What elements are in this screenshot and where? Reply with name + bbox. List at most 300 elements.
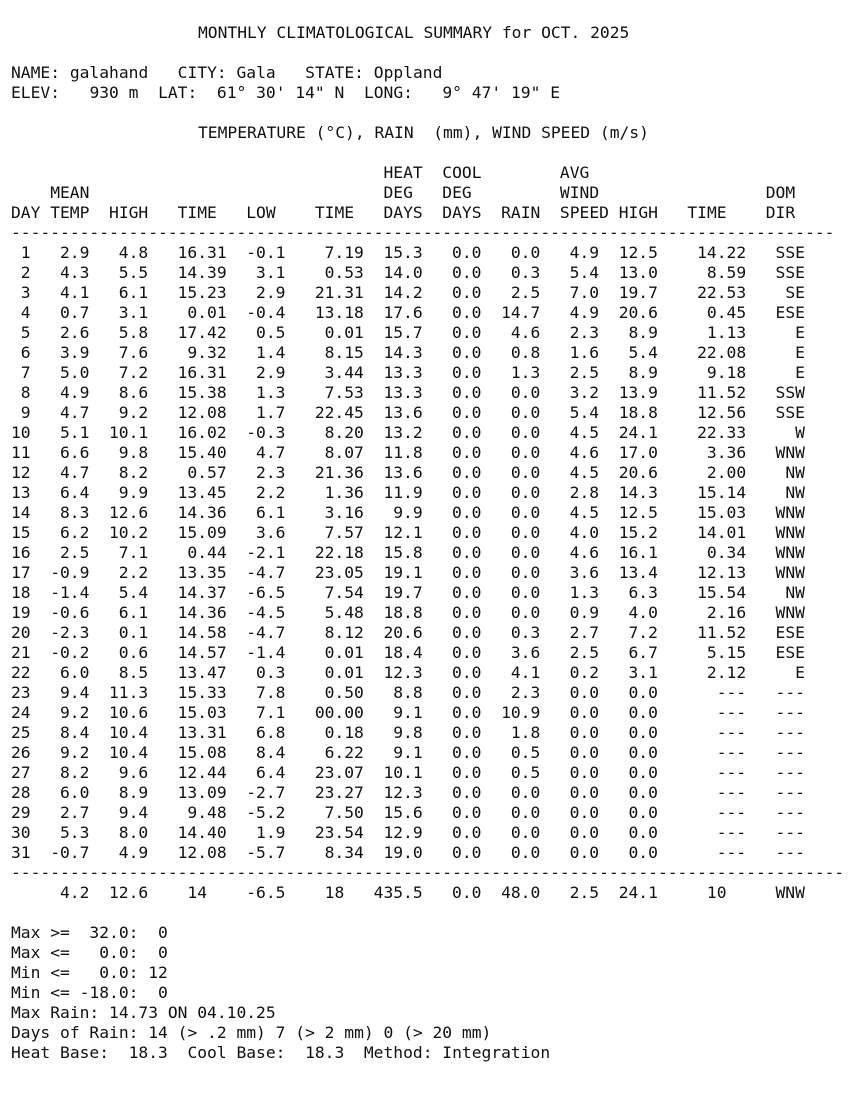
cell-rain: 4.1 (510, 663, 541, 682)
cell-wind-high-time: 0.45 (706, 303, 747, 322)
header-mean: MEAN (50, 183, 90, 202)
cell-low-time: 8.07 (324, 443, 364, 462)
cell-rain: 0.0 (510, 483, 541, 502)
table-row (11, 283, 805, 303)
cell-high-time: 12.08 (177, 403, 227, 422)
cell-low: -4.5 (246, 603, 286, 622)
cell-heat-deg-days: 8.8 (393, 683, 423, 702)
cell-dom-dir: WNW (775, 503, 805, 522)
cell-high-time: 13.47 (177, 663, 227, 682)
cell-cool-deg-days: 0.0 (452, 423, 482, 442)
cell-high: 8.2 (118, 463, 149, 482)
cell-dom-dir: ESE (775, 303, 805, 322)
cell-cool-deg-days: 0.0 (452, 383, 482, 402)
cell-high-time: 13.09 (177, 783, 227, 802)
lat-label: LAT: (158, 83, 198, 102)
city: Gala (236, 63, 276, 82)
table-row (11, 383, 805, 403)
header-deg-cool: DEG (442, 183, 472, 202)
cell-wind-high-time: 8.59 (706, 263, 747, 282)
cell-rain: 0.5 (510, 763, 541, 782)
cell-day: 29 (11, 803, 31, 822)
cell-low: -5.7 (246, 843, 286, 862)
cell-low-time: 22.45 (314, 403, 364, 422)
table-row (11, 323, 805, 343)
table-row (11, 623, 805, 643)
cell-avg-wind-speed: 2.5 (569, 363, 600, 382)
cell-avg-wind-speed: 3.6 (569, 563, 600, 582)
cell-high: 7.6 (118, 343, 149, 362)
table-row (11, 723, 805, 743)
cell-low-time: 23.05 (314, 563, 364, 582)
cell-heat-deg-days: 13.6 (383, 403, 423, 422)
cell-mean-temp: 4.3 (59, 263, 90, 282)
cell-dom-dir: SSE (775, 243, 805, 262)
cell-high-time: 0.01 (187, 303, 227, 322)
cell-cool-deg-days: 0.0 (452, 323, 482, 342)
cell-mean-temp: 2.9 (59, 243, 90, 262)
cell-day: 8 (20, 383, 31, 402)
cell-day: 12 (11, 463, 31, 482)
cell-wind-high-time: --- (716, 763, 747, 782)
cell-mean-temp: 6.2 (59, 523, 90, 542)
cell-rain: 1.8 (510, 723, 541, 742)
total-low: -6.5 (246, 883, 286, 902)
cell-low: 1.3 (256, 383, 286, 402)
cell-high-time: 12.08 (177, 843, 227, 862)
total-mean-temp: 4.2 (59, 883, 90, 902)
cell-mean-temp: 5.1 (59, 423, 90, 442)
cell-wind-high: 0.0 (628, 803, 658, 822)
table-row (11, 703, 805, 723)
cell-low: 3.6 (256, 523, 286, 542)
cell-avg-wind-speed: 1.6 (569, 343, 600, 362)
cell-wind-high: 6.3 (628, 583, 658, 602)
cell-high: 3.1 (118, 303, 149, 322)
cell-high: 10.4 (109, 723, 149, 742)
cell-dom-dir: ESE (775, 643, 805, 662)
cell-low-time: 0.01 (324, 323, 364, 342)
header-avg: AVG (559, 163, 590, 182)
location-line (11, 83, 560, 103)
cell-mean-temp: 9.4 (59, 683, 90, 702)
cell-high-time: 16.02 (177, 423, 227, 442)
separator-bottom: ------------------------------------------------------------------------------------- (11, 863, 845, 882)
cell-avg-wind-speed: 2.3 (569, 323, 600, 342)
cell-mean-temp: -2.3 (50, 623, 90, 642)
cell-high-time: 14.39 (177, 263, 227, 282)
cell-low-time: 6.22 (324, 743, 364, 762)
cell-high: 7.2 (118, 363, 149, 382)
cell-avg-wind-speed: 4.5 (569, 503, 600, 522)
cell-heat-deg-days: 19.7 (383, 583, 423, 602)
cell-rain: 1.3 (510, 363, 541, 382)
header-row-3 (11, 203, 841, 223)
cell-high: 6.1 (118, 603, 149, 622)
cell-high: 10.2 (109, 523, 149, 542)
cell-low: 4.7 (256, 443, 286, 462)
cell-high: 9.8 (118, 443, 149, 462)
cell-avg-wind-speed: 4.5 (569, 463, 600, 482)
cell-rain: 0.0 (510, 503, 541, 522)
cell-mean-temp: 6.4 (59, 483, 90, 502)
cell-mean-temp: -0.7 (50, 843, 90, 862)
cell-high-time: 13.35 (177, 563, 227, 582)
cell-dom-dir: WNW (775, 563, 805, 582)
cell-wind-high-time: 2.16 (706, 603, 747, 622)
cell-heat-deg-days: 18.8 (383, 603, 423, 622)
cell-wind-high-time: 15.03 (697, 503, 747, 522)
table-row (11, 683, 805, 703)
cell-high-time: 14.40 (177, 823, 227, 842)
cell-low-time: 22.18 (314, 543, 364, 562)
cell-heat-deg-days: 11.8 (383, 443, 423, 462)
cell-wind-high-time: 2.00 (706, 463, 747, 482)
cell-wind-high: 0.0 (628, 683, 658, 702)
table-row (11, 523, 805, 543)
cell-high-time: 15.38 (177, 383, 227, 402)
cell-heat-deg-days: 13.3 (383, 383, 423, 402)
cell-high-time: 15.33 (177, 683, 227, 702)
cell-low-time: 21.31 (314, 283, 364, 302)
cell-low-time: 0.53 (324, 263, 364, 282)
cell-wind-high: 24.1 (618, 423, 658, 442)
total-avg-wind-speed: 2.5 (569, 883, 600, 902)
cell-cool-deg-days: 0.0 (452, 583, 482, 602)
cell-wind-high: 16.1 (618, 543, 658, 562)
table-row (11, 443, 805, 463)
cell-low-time: 21.36 (314, 463, 364, 482)
cell-avg-wind-speed: 4.6 (569, 543, 600, 562)
cell-cool-deg-days: 0.0 (452, 703, 482, 722)
cell-cool-deg-days: 0.0 (452, 343, 482, 362)
cell-low: -0.1 (246, 243, 286, 262)
cell-day: 9 (20, 403, 31, 422)
cell-avg-wind-speed: 0.0 (569, 823, 600, 842)
cell-day: 5 (20, 323, 31, 342)
cell-low-time: 7.19 (324, 243, 364, 262)
cell-wind-high-time: 5.15 (706, 643, 747, 662)
cell-low-time: 0.01 (324, 643, 364, 662)
cell-high: 12.6 (109, 503, 149, 522)
cell-high-time: 14.37 (177, 583, 227, 602)
cell-wind-high-time: 3.36 (706, 443, 747, 462)
cell-low-time: 8.20 (324, 423, 364, 442)
cell-low-time: 7.54 (324, 583, 364, 602)
cell-high-time: 16.31 (177, 363, 227, 382)
cell-wind-high: 8.9 (628, 363, 658, 382)
cell-heat-deg-days: 12.1 (383, 523, 423, 542)
city-label: CITY: (177, 63, 227, 82)
cell-cool-deg-days: 0.0 (452, 283, 482, 302)
cell-dom-dir: WNW (775, 523, 805, 542)
header-deg-heat: DEG (383, 183, 413, 202)
cell-rain: 0.3 (510, 263, 541, 282)
footer-line: Max <= 0.0: 0 (11, 943, 168, 962)
cell-avg-wind-speed: 4.0 (569, 523, 600, 542)
cell-high: 5.8 (118, 323, 149, 342)
cell-wind-high: 13.0 (618, 263, 658, 282)
cell-cool-deg-days: 0.0 (452, 463, 482, 482)
cell-dom-dir: E (795, 663, 805, 682)
cell-mean-temp: 2.7 (59, 803, 90, 822)
header-low: LOW (246, 203, 276, 222)
cell-low-time: 7.57 (324, 523, 364, 542)
cell-wind-high-time: --- (716, 743, 747, 762)
cell-dom-dir: --- (775, 723, 805, 742)
cell-low-time: 3.16 (324, 503, 364, 522)
header-row-1 (11, 163, 841, 183)
cell-cool-deg-days: 0.0 (452, 843, 482, 862)
cell-cool-deg-days: 0.0 (452, 723, 482, 742)
cell-heat-deg-days: 10.1 (383, 763, 423, 782)
cell-rain: 2.3 (510, 683, 541, 702)
cell-rain: 0.0 (510, 523, 541, 542)
cell-avg-wind-speed: 0.0 (569, 703, 600, 722)
cell-dom-dir: WNW (775, 603, 805, 622)
cell-wind-high: 0.0 (628, 723, 658, 742)
cell-wind-high-time: --- (716, 723, 747, 742)
cell-low-time: 0.18 (324, 723, 364, 742)
cell-low: -0.3 (246, 423, 286, 442)
cell-cool-deg-days: 0.0 (452, 543, 482, 562)
cell-heat-deg-days: 13.2 (383, 423, 423, 442)
cell-day: 30 (11, 823, 31, 842)
footer-line: Max >= 32.0: 0 (11, 923, 168, 942)
cell-low: -0.4 (246, 303, 286, 322)
cell-low-time: 00.00 (314, 703, 364, 722)
cell-avg-wind-speed: 5.4 (569, 403, 600, 422)
cell-rain: 4.6 (510, 323, 541, 342)
cell-low: 2.3 (256, 463, 286, 482)
cell-cool-deg-days: 0.0 (452, 523, 482, 542)
cell-wind-high: 13.9 (618, 383, 658, 402)
table-row (11, 303, 805, 323)
cell-day: 31 (11, 843, 31, 862)
cell-day: 6 (20, 343, 31, 362)
cell-dom-dir: WNW (775, 443, 805, 462)
table-row (11, 663, 805, 683)
total-dom-dir: WNW (775, 883, 805, 902)
cell-low: 1.9 (256, 823, 286, 842)
cell-avg-wind-speed: 3.2 (569, 383, 600, 402)
table-row (11, 643, 805, 663)
cell-mean-temp: 9.2 (59, 703, 90, 722)
cell-avg-wind-speed: 0.0 (569, 743, 600, 762)
cell-dom-dir: --- (775, 823, 805, 842)
cell-low-time: 3.44 (324, 363, 364, 382)
table-row (11, 543, 805, 563)
cell-mean-temp: 4.1 (59, 283, 90, 302)
header-time-wind: TIME (687, 203, 727, 222)
header-wind: WIND (559, 183, 600, 202)
cell-cool-deg-days: 0.0 (452, 263, 482, 282)
table-row (11, 423, 805, 443)
cell-high: 2.2 (118, 563, 149, 582)
cell-heat-deg-days: 9.9 (393, 503, 423, 522)
header-high: HIGH (109, 203, 149, 222)
cell-rain: 0.0 (510, 823, 541, 842)
cell-high: 5.5 (118, 263, 149, 282)
cell-low-time: 8.34 (324, 843, 364, 862)
cell-dom-dir: E (795, 323, 805, 342)
cell-high: 9.9 (118, 483, 149, 502)
cell-wind-high-time: --- (716, 823, 747, 842)
table-row (11, 243, 805, 263)
cell-wind-high-time: 22.08 (697, 343, 747, 362)
long-label: LONG: (363, 83, 413, 102)
cell-wind-high: 20.6 (618, 463, 658, 482)
cell-wind-high-time: 14.22 (697, 243, 747, 262)
cell-heat-deg-days: 11.9 (383, 483, 423, 502)
cell-high: 4.9 (118, 843, 149, 862)
total-heat-deg-days: 435.5 (373, 883, 423, 902)
cell-dom-dir: E (795, 363, 805, 382)
cell-high-time: 0.57 (187, 463, 227, 482)
cell-day: 14 (11, 503, 31, 522)
cell-low-time: 23.07 (314, 763, 364, 782)
cell-day: 22 (11, 663, 31, 682)
cell-high: 8.5 (118, 663, 149, 682)
cell-wind-high-time: --- (716, 683, 747, 702)
cell-high: 9.6 (118, 763, 149, 782)
cell-cool-deg-days: 0.0 (452, 243, 482, 262)
cell-avg-wind-speed: 0.0 (569, 763, 600, 782)
cell-heat-deg-days: 14.3 (383, 343, 423, 362)
cell-dom-dir: --- (775, 743, 805, 762)
header-days-heat: DAYS (383, 203, 423, 222)
cell-avg-wind-speed: 7.0 (569, 283, 600, 302)
cell-wind-high: 19.7 (618, 283, 658, 302)
cell-low-time: 8.12 (324, 623, 364, 642)
cell-mean-temp: 8.4 (59, 723, 90, 742)
cell-low: 0.3 (256, 663, 286, 682)
cell-day: 4 (20, 303, 31, 322)
cell-wind-high: 18.8 (618, 403, 658, 422)
cell-heat-deg-days: 20.6 (383, 623, 423, 642)
cell-high: 10.6 (109, 703, 149, 722)
cell-mean-temp: 8.2 (59, 763, 90, 782)
cell-wind-high-time: --- (716, 703, 747, 722)
cell-heat-deg-days: 15.6 (383, 803, 423, 822)
state-label: STATE: (305, 63, 364, 82)
cell-high: 10.1 (109, 423, 149, 442)
cell-rain: 0.0 (510, 843, 541, 862)
cell-day: 16 (11, 543, 31, 562)
cell-mean-temp: 4.7 (59, 403, 90, 422)
cell-cool-deg-days: 0.0 (452, 603, 482, 622)
cell-low: 7.1 (256, 703, 286, 722)
cell-rain: 0.0 (510, 403, 541, 422)
cell-cool-deg-days: 0.0 (452, 683, 482, 702)
total-high: 12.6 (109, 883, 149, 902)
header-dir: DIR (765, 203, 796, 222)
cell-wind-high-time: 2.12 (706, 663, 747, 682)
cell-high-time: 15.03 (177, 703, 227, 722)
cell-day: 15 (11, 523, 31, 542)
cell-heat-deg-days: 13.3 (383, 363, 423, 382)
header-temp: TEMP (50, 203, 90, 222)
table-row (11, 743, 805, 763)
cell-cool-deg-days: 0.0 (452, 743, 482, 762)
cell-avg-wind-speed: 4.6 (569, 443, 600, 462)
cell-avg-wind-speed: 4.9 (569, 303, 600, 322)
cell-low: 1.7 (256, 403, 286, 422)
units-line: TEMPERATURE (°C), RAIN (mm), WIND SPEED (m/s) (198, 123, 649, 142)
cell-avg-wind-speed: 4.9 (569, 243, 600, 262)
cell-wind-high: 17.0 (618, 443, 658, 462)
total-wind-high: 24.1 (618, 883, 658, 902)
cell-rain: 0.0 (510, 443, 541, 462)
cell-dom-dir: SSE (775, 403, 805, 422)
table-row (11, 403, 805, 423)
cell-mean-temp: 6.0 (59, 783, 90, 802)
cell-dom-dir: --- (775, 783, 805, 802)
cell-rain: 0.0 (510, 543, 541, 562)
cell-wind-high: 0.0 (628, 743, 658, 762)
cell-wind-high-time: 12.56 (697, 403, 747, 422)
cell-high-time: 9.32 (187, 343, 227, 362)
cell-wind-high-time: 22.53 (697, 283, 747, 302)
cell-low-time: 7.50 (324, 803, 364, 822)
cell-high: 6.1 (118, 283, 149, 302)
cell-low: 7.8 (256, 683, 286, 702)
cell-high-time: 9.48 (187, 803, 227, 822)
cell-rain: 0.0 (510, 383, 541, 402)
cell-wind-high-time: 12.13 (697, 563, 747, 582)
cell-mean-temp: 4.7 (59, 463, 90, 482)
cell-mean-temp: -1.4 (50, 583, 90, 602)
cell-wind-high-time: 11.52 (697, 383, 747, 402)
cell-high-time: 14.58 (177, 623, 227, 642)
cell-day: 3 (20, 283, 31, 302)
cell-low-time: 7.53 (324, 383, 364, 402)
cell-mean-temp: 9.2 (59, 743, 90, 762)
table-row (11, 823, 805, 843)
cell-cool-deg-days: 0.0 (452, 763, 482, 782)
cell-wind-high-time: --- (716, 783, 747, 802)
cell-heat-deg-days: 9.1 (393, 743, 423, 762)
cell-wind-high-time: --- (716, 803, 747, 822)
cell-heat-deg-days: 14.0 (383, 263, 423, 282)
longitude: 9° 47' 19" E (442, 83, 561, 102)
cell-dom-dir: WNW (775, 543, 805, 562)
total-day (11, 883, 31, 903)
table-row (11, 463, 805, 483)
cell-wind-high: 8.9 (628, 323, 658, 342)
cell-heat-deg-days: 15.7 (383, 323, 423, 342)
cell-wind-high: 6.7 (628, 643, 658, 662)
cell-high: 9.4 (118, 803, 149, 822)
cell-low: 2.2 (256, 483, 286, 502)
cell-high-time: 17.42 (177, 323, 227, 342)
cell-dom-dir: SSE (775, 263, 805, 282)
footer-line: Heat Base: 18.3 Cool Base: 18.3 Method: Integration (11, 1043, 551, 1062)
cell-day: 7 (20, 363, 31, 382)
cell-rain: 0.5 (510, 743, 541, 762)
cell-high-time: 15.40 (177, 443, 227, 462)
cell-dom-dir: W (795, 423, 805, 442)
cell-mean-temp: -0.6 (50, 603, 90, 622)
total-rain: 48.0 (501, 883, 541, 902)
cell-heat-deg-days: 19.0 (383, 843, 423, 862)
header-day: DAY (11, 203, 41, 222)
cell-heat-deg-days: 14.2 (383, 283, 423, 302)
cell-mean-temp: 4.9 (59, 383, 90, 402)
cell-dom-dir: NW (785, 463, 805, 482)
cell-heat-deg-days: 12.3 (383, 783, 423, 802)
cell-wind-high: 0.0 (628, 843, 658, 862)
